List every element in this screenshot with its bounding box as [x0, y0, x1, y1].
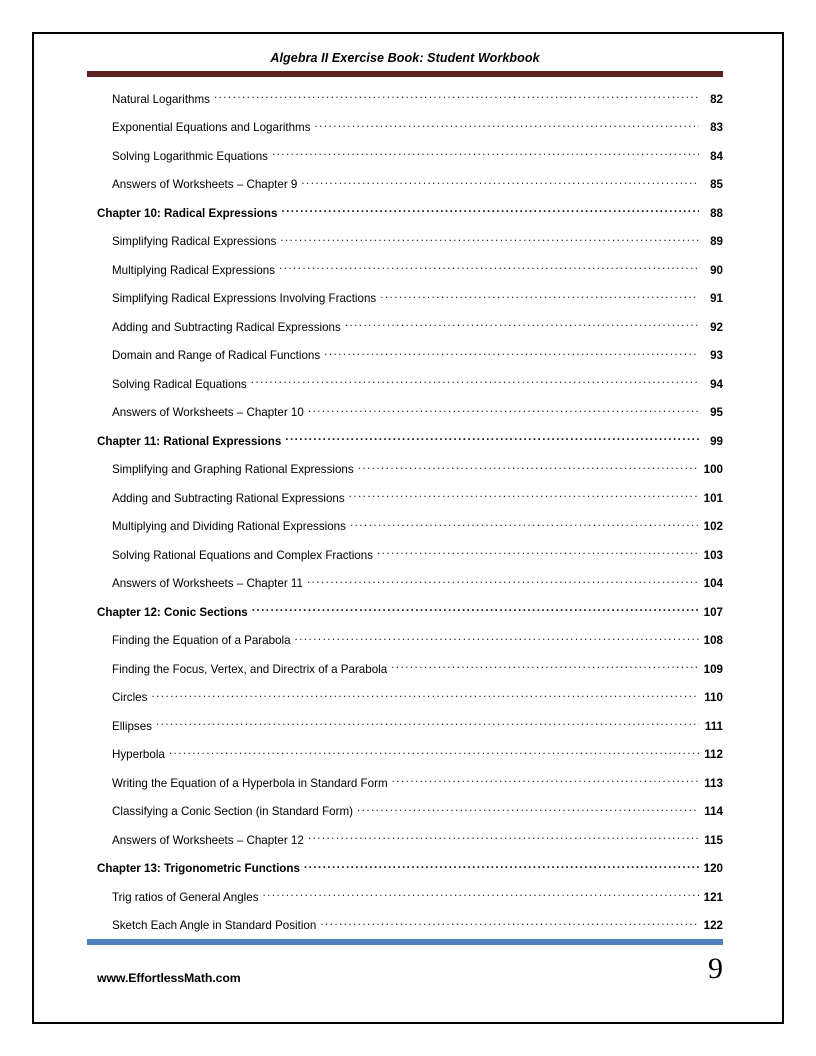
toc-entry-label: Answers of Worksheets – Chapter 9	[112, 178, 298, 192]
toc-entry-row[interactable]	[87, 661, 723, 690]
toc-entry-label: Domain and Range of Radical Functions	[112, 349, 321, 363]
toc-entry-row[interactable]	[87, 262, 723, 291]
website-link[interactable]: www.EffortlessMath.com	[97, 971, 241, 985]
toc-dot-leader	[377, 547, 699, 559]
toc-dot-leader	[169, 747, 699, 759]
toc-entry-row[interactable]	[87, 405, 723, 434]
toc-dot-leader	[156, 718, 699, 730]
toc-entry-page-number: 90	[710, 263, 723, 277]
toc-dot-leader	[295, 633, 699, 645]
toc-dot-leader	[263, 889, 700, 901]
toc-entry-row[interactable]	[87, 462, 723, 491]
toc-entry-row[interactable]	[87, 633, 723, 662]
toc-entry-label: Circles	[112, 691, 148, 705]
toc-entry-row[interactable]	[87, 889, 723, 918]
header-rule	[87, 71, 723, 77]
toc-entry-label: Chapter 11: Rational Expressions	[97, 434, 282, 448]
toc-dot-leader	[252, 604, 699, 616]
toc-entry-page-number: 115	[704, 833, 723, 847]
toc-entry-page-number: 93	[710, 349, 723, 363]
table-of-contents	[87, 91, 723, 946]
toc-entry-page-number: 120	[703, 862, 723, 876]
toc-dot-leader	[320, 918, 699, 930]
toc-entry-label: Simplifying and Graphing Rational Expressions	[112, 463, 354, 477]
toc-dot-leader	[272, 148, 699, 160]
toc-entry-page-number: 112	[704, 748, 723, 762]
toc-dot-leader	[214, 91, 699, 103]
toc-entry-label: Adding and Subtracting Radical Expressions	[112, 320, 341, 334]
toc-entry-page-number: 94	[710, 377, 723, 391]
toc-entry-label: Answers of Worksheets – Chapter 11	[112, 577, 303, 591]
toc-entry-label: Solving Logarithmic Equations	[112, 149, 268, 163]
toc-entry-row[interactable]	[87, 148, 723, 177]
toc-entry-label: Chapter 13: Trigonometric Functions	[97, 862, 300, 876]
toc-entry-row[interactable]	[87, 747, 723, 776]
toc-entry-label: Finding the Equation of a Parabola	[112, 634, 291, 648]
toc-entry-label: Answers of Worksheets – Chapter 10	[112, 406, 304, 420]
toc-entry-page-number: 102	[703, 520, 723, 534]
toc-dot-leader	[349, 490, 699, 502]
toc-entry-row[interactable]	[87, 348, 723, 377]
toc-entry-page-number: 113	[704, 776, 723, 790]
toc-entry-label: Solving Rational Equations and Complex Fractions	[112, 548, 374, 562]
toc-entry-page-number: 108	[703, 634, 723, 648]
toc-entry-row[interactable]	[87, 490, 723, 519]
toc-dot-leader	[392, 775, 699, 787]
toc-entry-row[interactable]	[87, 832, 723, 861]
toc-dot-leader	[308, 832, 699, 844]
toc-chapter-row[interactable]	[87, 433, 723, 462]
toc-entry-row[interactable]	[87, 519, 723, 548]
toc-dot-leader	[281, 205, 699, 217]
toc-entry-row[interactable]	[87, 120, 723, 149]
toc-dot-leader	[380, 291, 699, 303]
page-sheet	[32, 32, 784, 1024]
toc-entry-page-number: 89	[710, 235, 723, 249]
toc-entry-row[interactable]	[87, 319, 723, 348]
toc-entry-page-number: 107	[703, 605, 723, 619]
toc-entry-page-number: 114	[704, 805, 723, 819]
toc-entry-page-number: 82	[710, 92, 723, 106]
toc-entry-page-number: 122	[703, 919, 723, 933]
toc-dot-leader	[345, 319, 699, 331]
toc-entry-label: Ellipses	[112, 719, 152, 733]
toc-entry-label: Hyperbola	[112, 748, 165, 762]
toc-entry-page-number: 92	[710, 320, 723, 334]
page-number: 9	[708, 952, 723, 985]
footer-body	[87, 945, 723, 1007]
toc-chapter-row[interactable]	[87, 604, 723, 633]
toc-entry-page-number: 85	[710, 178, 723, 192]
toc-entry-label: Natural Logarithms	[112, 92, 210, 106]
toc-entry-page-number: 99	[710, 434, 723, 448]
toc-entry-row[interactable]	[87, 576, 723, 605]
page-header	[87, 50, 723, 77]
toc-entry-label: Chapter 10: Radical Expressions	[97, 206, 278, 220]
toc-entry-row[interactable]	[87, 376, 723, 405]
toc-entry-row[interactable]	[87, 718, 723, 747]
toc-entry-label: Classifying a Conic Section (in Standard Form)	[112, 805, 353, 819]
toc-dot-leader	[357, 804, 699, 816]
toc-entry-row[interactable]	[87, 177, 723, 206]
toc-dot-leader	[307, 576, 699, 588]
page-title: Algebra II Exercise Book: Student Workbook	[270, 51, 540, 65]
toc-entry-row[interactable]	[87, 804, 723, 833]
toc-entry-page-number: 100	[703, 463, 723, 477]
toc-dot-leader	[251, 376, 699, 388]
toc-entry-row[interactable]	[87, 775, 723, 804]
toc-entry-label: Trig ratios of General Angles	[112, 890, 259, 904]
toc-entry-label: Chapter 12: Conic Sections	[97, 605, 248, 619]
toc-entry-row[interactable]	[87, 690, 723, 719]
toc-entry-row[interactable]	[87, 234, 723, 263]
toc-dot-leader	[304, 861, 699, 873]
toc-entry-label: Multiplying Radical Expressions	[112, 263, 276, 277]
toc-entry-page-number: 111	[704, 719, 723, 733]
toc-entry-page-number: 91	[710, 292, 723, 306]
toc-dot-leader	[285, 433, 699, 445]
toc-chapter-row[interactable]	[87, 205, 723, 234]
page-footer	[87, 939, 723, 1007]
toc-entry-page-number: 101	[703, 491, 723, 505]
toc-entry-row[interactable]	[87, 91, 723, 120]
toc-entry-page-number: 110	[704, 691, 723, 705]
toc-chapter-row[interactable]	[87, 861, 723, 890]
toc-dot-leader	[308, 405, 699, 417]
toc-entry-page-number: 88	[710, 206, 723, 220]
toc-dot-leader	[350, 519, 699, 531]
toc-dot-leader	[280, 234, 699, 246]
toc-dot-leader	[279, 262, 699, 274]
toc-dot-leader	[315, 120, 699, 132]
toc-dot-leader	[391, 661, 699, 673]
toc-entry-label: Solving Radical Equations	[112, 377, 247, 391]
toc-entry-row[interactable]	[87, 547, 723, 576]
toc-entry-label: Sketch Each Angle in Standard Position	[112, 919, 317, 933]
toc-dot-leader	[358, 462, 699, 474]
toc-entry-page-number: 103	[703, 548, 723, 562]
toc-entry-label: Multiplying and Dividing Rational Expressions	[112, 520, 346, 534]
toc-entry-label: Answers of Worksheets – Chapter 12	[112, 833, 304, 847]
toc-entry-page-number: 109	[703, 662, 723, 676]
toc-entry-page-number: 121	[703, 890, 723, 904]
toc-dot-leader	[151, 690, 699, 702]
toc-dot-leader	[324, 348, 699, 360]
toc-entry-page-number: 104	[703, 577, 723, 591]
toc-entry-label: Writing the Equation of a Hyperbola in Standard Form	[112, 776, 388, 790]
toc-entry-label: Simplifying Radical Expressions Involving Fractions	[112, 292, 377, 306]
toc-entry-label: Finding the Focus, Vertex, and Directrix of a Parabola	[112, 662, 388, 676]
toc-entry-label: Exponential Equations and Logarithms	[112, 121, 311, 135]
toc-entry-page-number: 95	[710, 406, 723, 420]
toc-dot-leader	[301, 177, 699, 189]
toc-entry-label: Adding and Subtracting Rational Expressions	[112, 491, 345, 505]
toc-entry-label: Simplifying Radical Expressions	[112, 235, 277, 249]
toc-entry-row[interactable]	[87, 291, 723, 320]
toc-entry-page-number: 84	[710, 149, 723, 163]
toc-entry-page-number: 83	[710, 121, 723, 135]
